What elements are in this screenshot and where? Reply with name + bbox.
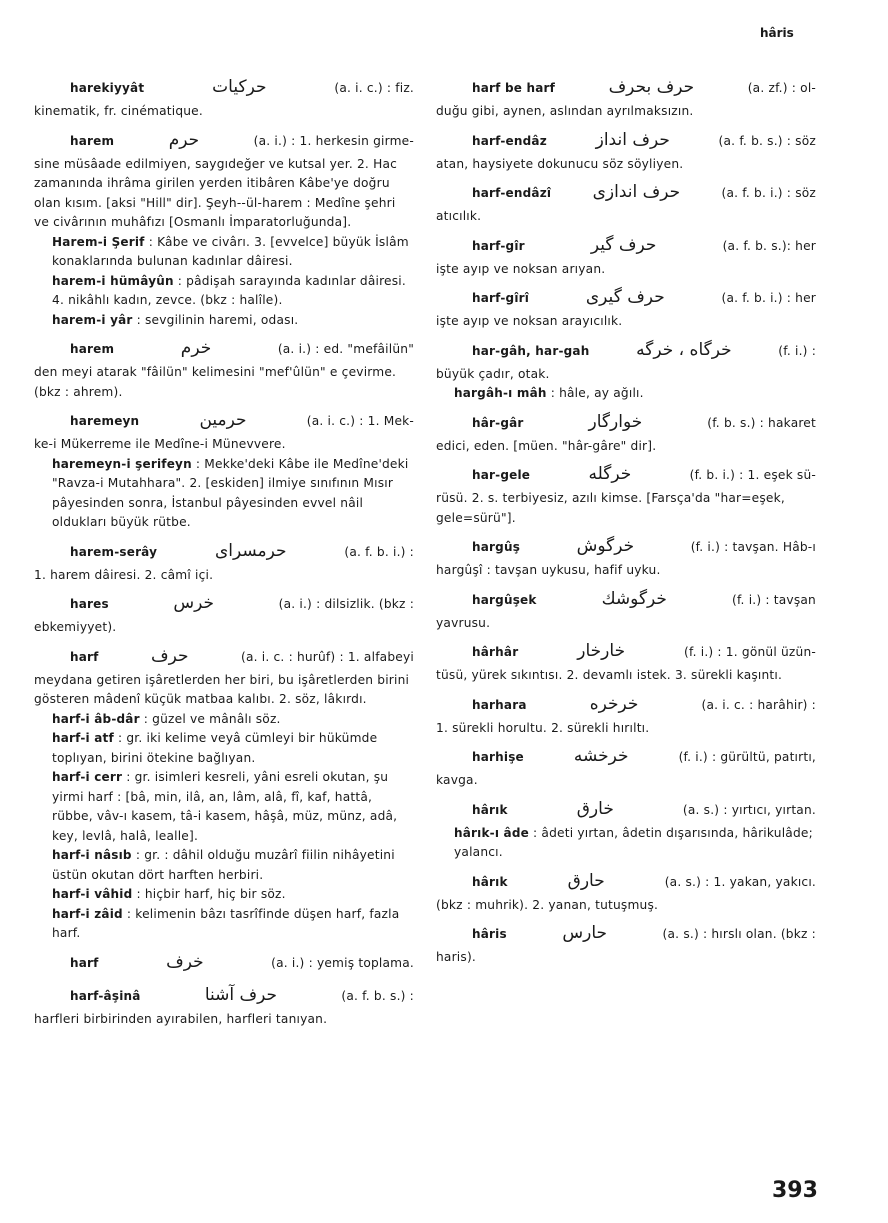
arabic-script: حرف گير <box>590 234 657 255</box>
entry-headline <box>436 695 816 719</box>
arabic-script: خرگوشك <box>601 588 667 609</box>
entry-headline <box>34 953 414 977</box>
headword: harf-âşinâ <box>70 988 141 1003</box>
entry-headline <box>436 537 816 561</box>
entry-headline <box>436 183 816 207</box>
sub-definition: : gr. : dâhil olduğu muzârî fiilin nihâyetini üstün okutan dört harften herbiri. <box>52 848 395 882</box>
grammar-note: (a. i. c.) : 1. Mek- <box>306 414 414 428</box>
sub-entry <box>34 729 414 768</box>
entry-headline <box>34 411 414 435</box>
definition: edici, eden. [müen. "hâr-gâre" dir]. <box>436 438 657 453</box>
arabic-script: خارق <box>576 798 614 819</box>
dictionary-entry <box>436 288 816 332</box>
headword: hâr-gâr <box>472 415 524 430</box>
definition: rüsü. 2. s. terbiyesiz, azılı kimse. [Farsça'da "har=eşek, gele=sürü"]. <box>436 491 785 525</box>
sub-entry <box>34 272 414 311</box>
definition: ke-i Mükerreme ile Medîne-i Münevvere. <box>34 437 286 451</box>
sub-entry <box>436 384 816 404</box>
entry-headline <box>34 594 414 618</box>
arabic-script: خرخره <box>589 693 639 714</box>
definition: sine müsâade edilmiyen, saygıdeğer ve kutsal yer. 2. Hac zamanında ihrâma girilen yerden itibâren Kâbe'ye doğru olan kısım. [aksi "Hill" dir]. Şeyh--ül-harem : Medîne şehri ve civârının muhâfızı [Osmanlı İmparatorluğunda]. <box>34 156 398 229</box>
dictionary-entry <box>34 411 414 533</box>
arabic-script: حرم <box>168 129 200 150</box>
sub-headword: harf-i zâid <box>52 906 123 921</box>
entry-headline <box>436 872 816 896</box>
headword: harf-endâzî <box>472 186 552 200</box>
arabic-script: حرف اندازى <box>592 182 681 202</box>
sub-definition: : Kâbe ve civârı. 3. [evvelce] büyük İslâm konaklarında bulunan kadınlar dâiresi. <box>52 234 409 268</box>
sub-definition: : gr. isimleri kesreli, yâni esreli okutan, şu yirmi harf : [bâ, min, ilâ, an, lâm, alâ, fî, kaf, hattâ, rübbe, vâv-ı kasem, tâ-i kasem, hâşâ, müz, münz, adâ, key, levlâ, halâ, lealle]. <box>52 770 398 843</box>
headword: harf <box>70 649 99 664</box>
headword: harem <box>70 133 115 148</box>
sub-headword: harf-i atf <box>52 731 114 745</box>
sub-entry <box>436 824 816 863</box>
dictionary-entry <box>436 413 816 457</box>
dictionary-entry <box>34 953 414 977</box>
definition: işte ayıp ve noksan arayıcılık. <box>436 314 623 328</box>
entry-headline <box>436 642 816 666</box>
grammar-note: (a. i.) : ed. "mefâilün" <box>277 342 414 356</box>
definition: meydana getiren işâretlerden her biri, bu işâretlerden birini gösteren mâdenî küçük matbaa kalıbı. 2. söz, lâkırdı. <box>34 672 410 706</box>
definition: tüsü, yürek sıkıntısı. 2. devamlı istek. 3. sürekli kaşıntı. <box>436 668 783 682</box>
running-head: hâris <box>760 26 794 40</box>
grammar-note: (a. i. c.) : fiz. <box>334 81 414 95</box>
arabic-script: حركيات <box>212 77 267 97</box>
dictionary-entry <box>436 695 816 739</box>
sub-entry <box>34 768 414 846</box>
sub-definition: : gr. iki kelime veyâ cümleyi bir hükümde toplıyan, birini ötekine bağlıyan. <box>52 731 378 765</box>
dictionary-entry <box>436 924 816 968</box>
definition: kavga. <box>436 773 478 787</box>
dictionary-entry <box>436 642 816 686</box>
dictionary-entry <box>436 131 816 175</box>
sub-definition: : âdeti yırtan, âdetin dışarısında, hârikulâde; yalancı. <box>454 825 813 859</box>
grammar-note: (a. s.) : yırtıcı, yırtan. <box>682 802 816 817</box>
sub-entry <box>34 311 414 331</box>
headword: harf be harf <box>472 81 556 95</box>
arabic-script: خرگله <box>588 464 632 484</box>
sub-definition: : kelimenin bâzı tasrîfinde düşen harf, fazla harf. <box>52 906 400 940</box>
headword: hâris <box>472 927 507 941</box>
headword: haremeyn <box>70 414 140 428</box>
headword: harf-gîrî <box>472 291 530 305</box>
sub-headword: harf-i âb-dâr <box>52 711 140 726</box>
sub-definition: : hiçbir harf, hiç bir söz. <box>136 887 286 901</box>
entry-headline <box>34 131 414 155</box>
entry-headline <box>436 590 816 614</box>
grammar-note: (f. i.) : <box>778 343 816 358</box>
definition: yavrusu. <box>436 615 491 630</box>
sub-definition: : Mekke'deki Kâbe ile Medîne'deki "Ravza-i Mutahhara". 2. [eskiden] ilmiye sınıfının Mısır pâyesinden sonra, İstanbul pâyesinden evvel nâil oldukları büyük rütbe. <box>52 456 409 529</box>
arabic-script: خرخشه <box>573 746 629 766</box>
grammar-note: (a. f. b. s.) : söz <box>718 133 816 148</box>
definition: ebkemiyyet). <box>34 620 117 634</box>
arabic-script: خرس <box>173 593 215 613</box>
definition: (bkz : muhrik). 2. yanan, tutuşmuş. <box>436 897 659 912</box>
entry-headline <box>436 465 816 489</box>
sub-headword: hargâh-ı mâh <box>454 386 547 400</box>
right-column <box>436 78 816 968</box>
sub-headword: harf-i cerr <box>52 770 123 784</box>
sub-entry <box>34 233 414 272</box>
arabic-script: خوارگار <box>588 411 643 432</box>
dictionary-entry <box>436 590 816 634</box>
definition: 1. harem dâiresi. 2. câmî içi. <box>34 567 214 582</box>
headword: harekiyyât <box>70 81 145 95</box>
arabic-script: حرف <box>151 645 189 666</box>
dictionary-entry <box>436 872 816 916</box>
headword: hargûş <box>472 540 521 554</box>
arabic-script: خرگاه ، خرگه <box>636 339 732 360</box>
entry-headline <box>436 800 816 824</box>
entry-headline <box>34 647 414 671</box>
definition: atan, haysiyete dokunucu söz söyliyen. <box>436 156 684 171</box>
arabic-script: خرم <box>180 338 212 358</box>
arabic-script: حارس <box>562 923 608 943</box>
headword: harf-endâz <box>472 133 547 148</box>
dictionary-entry <box>436 183 816 227</box>
entry-headline <box>436 78 816 102</box>
entry-headline <box>34 542 414 566</box>
sub-definition: : pâdişah sarayında kadınlar dâiresi. 4. nikâhlı kadın, zevce. (bkz : halîle). <box>52 273 406 307</box>
dictionary-entry <box>34 647 414 944</box>
definition: duğu gibi, aynen, aslından ayrılmaksızın. <box>436 104 694 118</box>
sub-headword: harem-i yâr <box>52 312 133 327</box>
headword: hargûşek <box>472 592 537 607</box>
arabic-script: حرف بحرف <box>608 77 695 97</box>
grammar-note: (a. f. b. s.): her <box>722 238 816 253</box>
headword: harf-gîr <box>472 238 525 253</box>
grammar-note: (a. i.) : dilsizlik. (bkz : <box>278 597 414 611</box>
sub-headword: Harem-i Şerif <box>52 234 145 249</box>
arabic-script: خارخار <box>577 641 626 661</box>
headword: hârhâr <box>472 645 519 659</box>
entry-headline <box>436 131 816 155</box>
arabic-script: حرف گيرى <box>585 287 665 307</box>
sub-headword: harem-i hümâyûn <box>52 273 174 288</box>
grammar-note: (a. i. c. : hurûf) : 1. alfabeyi <box>241 649 414 664</box>
dictionary-entry <box>34 594 414 638</box>
grammar-note: (a. f. b. i.) : her <box>721 291 816 305</box>
grammar-note: (a. s.) : 1. yakan, yakıcı. <box>664 874 816 889</box>
grammar-note: (f. i.) : tavşan. Hâb-ı <box>690 540 816 554</box>
entry-headline <box>436 236 816 260</box>
sub-entry <box>34 905 414 944</box>
headword: hârık <box>472 874 508 889</box>
dictionary-entry <box>34 986 414 1030</box>
dictionary-entry <box>436 78 816 122</box>
dictionary-entry <box>34 78 414 122</box>
headword: harhişe <box>472 750 524 764</box>
grammar-note: (f. b. i.) : 1. eşek sü- <box>689 468 816 482</box>
entry-headline <box>436 288 816 312</box>
entry-headline <box>436 341 816 365</box>
arabic-script: خرگوش <box>576 536 635 556</box>
entry-headline <box>34 339 414 363</box>
arabic-script: حرف انداز <box>595 129 670 150</box>
entry-headline <box>436 413 816 437</box>
arabic-script: حرف آشنا <box>204 984 278 1005</box>
left-column <box>34 78 414 1029</box>
grammar-note: (f. i.) : tavşan <box>732 592 816 607</box>
headword: harem <box>70 342 115 356</box>
sub-entry <box>34 710 414 730</box>
headword: harem-serây <box>70 544 158 559</box>
dictionary-entry <box>436 465 816 528</box>
dictionary-entry <box>436 747 816 791</box>
definition: atıcılık. <box>436 209 482 223</box>
definition: haris). <box>436 950 476 964</box>
sub-entry <box>34 846 414 885</box>
headword: harf <box>70 955 99 970</box>
grammar-note: (a. f. b. i.) : söz <box>721 186 816 200</box>
page-number: 393 <box>772 1178 818 1203</box>
arabic-script: حارق <box>567 870 605 891</box>
dictionary-entry <box>436 236 816 280</box>
dictionary-entry <box>34 339 414 402</box>
sub-definition: : sevgilinin haremi, odası. <box>136 312 299 327</box>
grammar-note: (f. b. s.) : hakaret <box>707 415 816 430</box>
sub-definition: : güzel ve mânâlı söz. <box>143 711 281 726</box>
definition: kinematik, fr. cinématique. <box>34 104 203 118</box>
headword: har-gele <box>472 468 531 482</box>
arabic-script: حرمين <box>199 410 247 430</box>
grammar-note: (f. i.) : gürültü, patırtı, <box>678 750 816 764</box>
grammar-note: (a. i.) : yemiş toplama. <box>271 955 414 970</box>
grammar-note: (a. zf.) : ol- <box>747 81 816 95</box>
grammar-note: (a. f. b. s.) : <box>341 988 414 1003</box>
dictionary-entry <box>436 341 816 404</box>
sub-entry <box>34 455 414 533</box>
grammar-note: (f. i.) : 1. gönül üzün- <box>684 645 816 659</box>
headword: hârık <box>472 802 508 817</box>
headword: hares <box>70 597 109 611</box>
sub-headword: hârık-ı âde <box>454 825 529 840</box>
definition: büyük çadır, otak. <box>436 366 550 381</box>
definition: harfleri birbirinden ayırabilen, harfleri tanıyan. <box>34 1011 328 1026</box>
sub-headword: harf-i vâhid <box>52 887 133 901</box>
dictionary-entry <box>34 542 414 586</box>
headword: harhara <box>472 697 527 712</box>
dictionary-entry <box>436 800 816 863</box>
arabic-script: حرمسراى <box>214 540 287 561</box>
dictionary-entry <box>34 131 414 331</box>
grammar-note: (a. i.) : 1. herkesin girme- <box>253 133 414 148</box>
dictionary-entry <box>436 537 816 581</box>
entry-headline <box>436 747 816 771</box>
grammar-note: (a. f. b. i.) : <box>344 544 414 559</box>
definition: 1. sürekli horultu. 2. sürekli hırıltı. <box>436 720 650 735</box>
grammar-note: (a. s.) : hırslı olan. (bkz : <box>662 927 816 941</box>
sub-entry <box>34 885 414 905</box>
entry-headline <box>436 924 816 948</box>
entry-headline <box>34 78 414 102</box>
sub-headword: harf-i nâsıb <box>52 848 132 862</box>
definition: den meyi atarak "fâilün" kelimesini "mef'ûlün" e çevirme. (bkz : ahrem). <box>34 365 397 399</box>
grammar-note: (a. i. c. : harâhir) : <box>701 697 816 712</box>
headword: har-gâh, har-gah <box>472 343 590 358</box>
definition: hargûşî : tavşan uykusu, hafif uyku. <box>436 563 661 577</box>
entry-headline <box>34 986 414 1010</box>
arabic-script: خرف <box>166 951 204 972</box>
sub-definition: : hâle, ay ağılı. <box>550 386 644 400</box>
sub-headword: haremeyn-i şerifeyn <box>52 456 192 471</box>
definition: işte ayıp ve noksan arıyan. <box>436 261 606 276</box>
